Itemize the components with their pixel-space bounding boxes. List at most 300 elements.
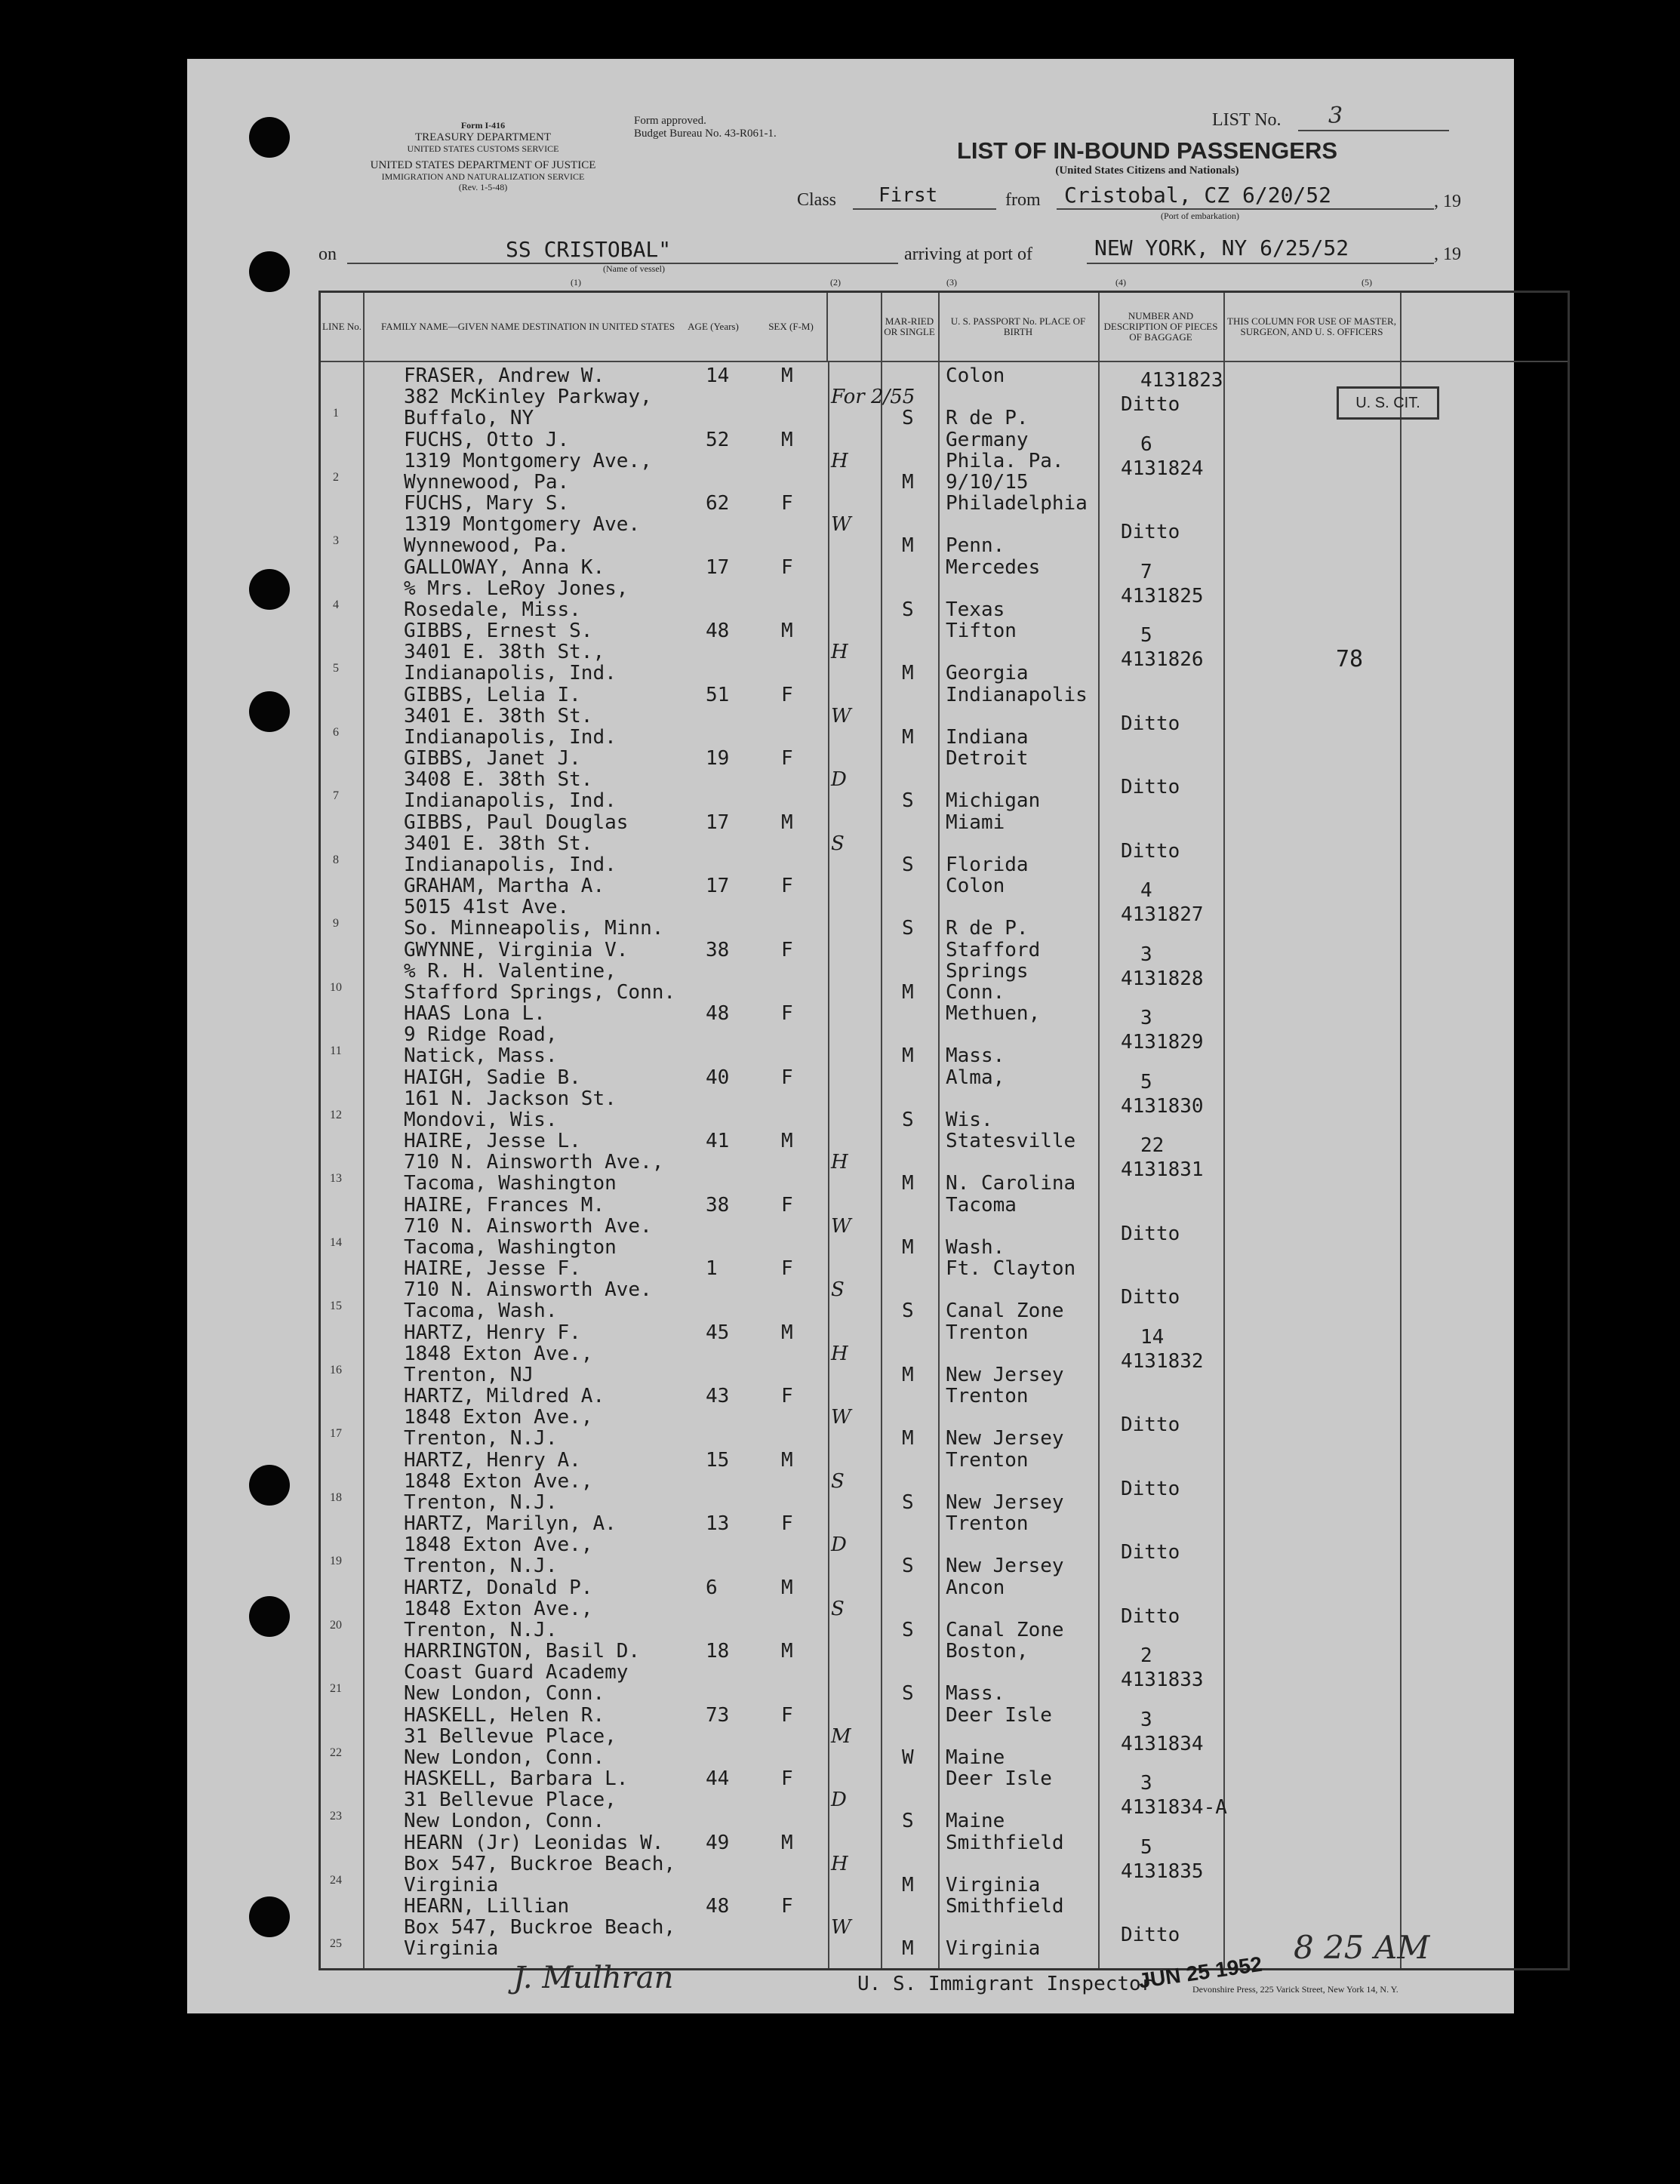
officer-bracket-line [1400,420,1402,1959]
marital-status: S [902,1300,914,1322]
age: 43 [706,1385,730,1407]
table-row [321,1640,1568,1703]
sex: M [781,620,793,642]
marital-status: S [902,789,914,812]
passenger-name: HARRINGTON, Basil D. [404,1640,641,1663]
punch-hole [249,1596,290,1637]
baggage-count: 4 [1140,879,1152,902]
from-label: from [1005,190,1041,210]
sex: F [781,1895,793,1918]
sex: M [781,1576,793,1599]
sex: F [781,747,793,770]
birthplace: Smithfield [946,1895,1064,1918]
destination-address: 3401 E. 38th St., [404,641,605,663]
arriving-label: arriving at port of [904,245,1032,264]
birthplace-state: Conn. [946,980,1005,1004]
table-row [321,1832,1568,1895]
baggage-count: 3 [1140,943,1152,966]
form-approval [634,115,860,141]
table-row [321,1194,1568,1257]
passenger-name: HAAS Lona L. [404,1002,546,1025]
sex: F [781,1193,793,1217]
marital-status: M [902,1427,914,1450]
birthplace-state: Maine [946,1746,1005,1769]
printer-credit: Devonshire Press, 225 Varick Street, New York 14, N. Y. [1192,1984,1398,1995]
baggage-tag: Ditto [1121,1222,1180,1245]
destination-city: Tacoma, Washington [404,1235,617,1259]
line-number: 10 [330,980,342,994]
inspector-mark: S [831,1597,845,1620]
baggage-tag: Ditto [1121,1604,1180,1628]
inspector-mark: D [831,768,847,791]
destination-city: New London, Conn. [404,1682,605,1705]
age: 17 [706,811,730,834]
baggage-tag: Ditto [1121,1924,1180,1946]
birthplace: Indianapolis [946,683,1088,706]
destination-city: Rosedale, Miss. [404,598,581,621]
baggage-tag: Ditto [1121,776,1180,798]
inspector-mark: W [831,704,851,727]
col-header-line: LINE No. [322,320,362,332]
birthplace: Ft. Clayton [946,1257,1076,1280]
marital-status: M [902,980,914,1004]
birthplace-state: Mass. [946,1044,1005,1067]
destination-city: Virginia [404,1873,499,1896]
baggage-tag: 4131830 [1121,1094,1204,1118]
birthplace-state: Virginia [946,1873,1041,1896]
marital-status: M [902,1235,914,1259]
form-approved: Form approved. [634,115,706,127]
line-number: 13 [330,1172,342,1185]
baggage-tag: 4131833 [1121,1669,1204,1691]
passenger-name: GALLOWAY, Anna K. [404,555,605,579]
table-row [321,1704,1568,1767]
birthplace-state: Canal Zone [946,1618,1064,1641]
inspector-mark: W [831,513,851,536]
punch-hole [249,691,290,732]
birthplace: Trenton [946,1385,1029,1407]
birthplace: Methuen, [946,1002,1041,1025]
marital-status: M [902,470,914,494]
table-row [321,939,1568,1002]
destination-city: Indianapolis, Ind. [404,662,617,684]
destination-city: Wynnewood, Pa. [404,534,570,557]
sex: M [781,1130,793,1152]
baggage-tag: 4131832 [1121,1349,1204,1373]
inspector-mark: H [831,641,848,663]
baggage-tag: 4131825 [1121,584,1204,608]
table-row [321,556,1568,620]
destination-address: 1848 Exton Ave., [404,1597,593,1620]
baggage-tag: 4131828 [1121,967,1204,990]
line-number: 14 [330,1235,342,1249]
birthplace-state: Michigan [946,789,1041,812]
class-label: Class [797,190,837,210]
destination-address: 710 N. Ainsworth Ave., [404,1151,664,1174]
birthplace-state: Mass. [946,1682,1005,1705]
form-agency-block [317,121,649,193]
destination-city: Trenton, N.J. [404,1427,558,1450]
inspector-mark: W [831,1214,851,1238]
year-suffix: , 19 [1434,192,1461,211]
budget-bureau: Budget Bureau No. 43-R061-1. [634,128,777,140]
col-header-married: MAR-RIED OR SINGLE [884,315,935,337]
line-number: 2 [333,470,339,484]
age: 41 [706,1130,730,1152]
line-number: 6 [333,725,339,739]
table-row [321,1576,1568,1640]
sex: M [781,1321,793,1344]
justice-dept: UNITED STATES DEPARTMENT OF JUSTICE [370,158,596,171]
from-line [1057,208,1434,210]
age: 14 [706,365,730,387]
marital-status: M [902,534,914,557]
line-number: 1 [333,407,339,420]
destination-address: Box 547, Buckroe Beach, [404,1852,676,1875]
sex: F [781,683,793,706]
form-number: Form I-416 [460,120,506,131]
age: 17 [706,875,730,897]
punch-hole [249,1896,290,1937]
line-number: 5 [333,662,339,675]
birthplace-state: R de P. [946,917,1029,940]
age: 1 [706,1257,718,1280]
page-title: LIST OF IN-BOUND PASSENGERS [956,137,1338,164]
table-row [321,1449,1568,1512]
table-row [321,1512,1568,1576]
line-number: 4 [333,598,339,611]
inspector-mark: S [831,1469,845,1493]
destination-city: Trenton, N.J. [404,1618,558,1641]
passenger-name: HAIRE, Jesse F. [404,1257,581,1280]
inspector-mark: H [831,1342,848,1365]
baggage-tag: 4131826 [1121,648,1204,671]
age: 38 [706,1193,730,1217]
baggage-tag: 4131834-A [1121,1796,1227,1819]
age: 51 [706,683,730,706]
marital-status: S [902,598,914,621]
baggage-tag: 4131835 [1121,1859,1204,1883]
table-row [321,1130,1568,1193]
sex: M [781,428,793,451]
destination-address: 3408 E. 38th St. [404,768,593,791]
destination-address: 1848 Exton Ave., [404,1533,593,1556]
birthplace: Colon [946,875,1005,897]
passenger-name: HEARN (Jr) Leonidas W. [404,1831,664,1854]
passenger-name: FRASER, Andrew W. [404,365,605,387]
line-number: 12 [330,1108,342,1121]
birthplace: Trenton [946,1321,1029,1344]
table-row [321,684,1568,747]
marital-status: W [902,1746,914,1769]
arriving-value: NEW YORK, NY 6/25/52 [1094,235,1349,260]
marital-status: S [902,1682,914,1705]
baggage-tag: 4131829 [1121,1031,1204,1054]
inspector-mark: D [831,1789,847,1811]
baggage-tag: 4131824 [1121,457,1204,480]
table-row [321,1066,1568,1130]
passenger-name: GIBBS, Janet J. [404,747,581,770]
birthplace-state: Penn. [946,534,1005,557]
column-index: (2) [830,277,841,288]
birthplace-state: Georgia [946,662,1029,684]
ins-service: IMMIGRATION AND NATURALIZATION SERVICE [381,171,585,183]
destination-address: 3401 E. 38th St. [404,832,593,855]
destination-city: Stafford Springs, Conn. [404,980,676,1004]
punch-hole [249,251,290,292]
birthplace-state: Maine [946,1810,1005,1832]
line-number: 20 [330,1618,342,1632]
marital-status: M [902,662,914,684]
age: 48 [706,620,730,642]
inspector-label: U. S. Immigrant Inspector [857,1973,1153,1995]
passenger-name: HAIRE, Frances M. [404,1193,605,1217]
arriving-line [1087,263,1434,264]
birthplace: Statesville [946,1130,1076,1152]
destination-city: Indianapolis, Ind. [404,853,617,876]
marital-status: S [902,407,914,429]
destination-city: New London, Conn. [404,1810,605,1832]
baggage-count: 14 [1140,1325,1165,1349]
sex: F [781,1767,793,1790]
column-index: (5) [1362,277,1372,288]
sex: F [781,1257,793,1280]
destination-city: Indianapolis, Ind. [404,789,617,812]
passenger-name: HASKELL, Barbara L. [404,1767,629,1790]
sex: F [781,875,793,897]
baggage-tag: Ditto [1121,393,1180,416]
baggage-count: 7 [1140,560,1152,583]
destination-city: Natick, Mass. [404,1044,558,1067]
inspector-mark: S [831,832,845,855]
marital-status: S [902,853,914,876]
baggage-tag: 4131834 [1121,1732,1204,1755]
passenger-name: GIBBS, Lelia I. [404,683,581,706]
birthplace: Detroit [946,747,1029,770]
officer-note: 78 [1336,646,1364,672]
birthplace: Deer Isle [946,1703,1052,1727]
baggage-count: 4131823 [1140,369,1223,392]
revision: (Rev. 1-5-48) [458,181,508,192]
vessel-caption: (Name of vessel) [603,263,665,274]
passenger-name: FUCHS, Otto J. [404,428,570,451]
from-value: Cristobal, CZ 6/20/52 [1064,183,1332,208]
line-number: 21 [330,1682,342,1695]
inspector-signature: J. Mulhran [513,1961,674,1995]
sex: F [781,1512,793,1535]
table-row [321,747,1568,811]
destination-address: 9 Ridge Road, [404,1023,558,1046]
destination-address: 1848 Exton Ave., [404,1406,593,1429]
year-suffix: , 19 [1434,245,1461,264]
sex: M [781,1448,793,1472]
birthplace-state: Indiana [946,725,1029,749]
table-row [321,1767,1568,1831]
table-row [321,1321,1568,1385]
inspector-mark: H [831,1151,848,1174]
passenger-name: GIBBS, Paul Douglas [404,811,629,834]
destination-address: 1848 Exton Ave., [404,1342,593,1365]
col-header-name: FAMILY NAME—GIVEN NAME DESTINATION IN UNITED STATES [381,320,675,332]
passenger-name: HARTZ, Donald P. [404,1576,593,1599]
birthplace: Stafford [946,938,1041,961]
sex: M [781,365,793,387]
birthplace-state: New Jersey [946,1363,1064,1386]
destination-address: 710 N. Ainsworth Ave. [404,1214,652,1238]
passenger-table [318,291,1570,1970]
passenger-name: FUCHS, Mary S. [404,492,570,515]
page-subtitle: (United States Citizens and Nationals) [1055,165,1239,177]
passenger-name: HAIRE, Jesse L. [404,1130,581,1152]
passenger-name: HEARN, Lillian [404,1895,570,1918]
destination-address: 382 McKinley Parkway, [404,386,652,408]
inspector-mark: D [831,1533,847,1556]
birthplace-state: N. Carolina [946,1172,1076,1195]
destination-address: 710 N. Ainsworth Ave. [404,1278,652,1301]
passenger-name: GWYNNE, Virginia V. [404,938,629,961]
baggage-count: 5 [1140,1835,1152,1859]
inspector-mark: For 2/55 [831,386,915,408]
destination-city: Trenton, NJ [404,1363,534,1386]
passenger-name: HAIGH, Sadie B. [404,1066,581,1089]
marital-status: S [902,1618,914,1641]
baggage-tag: Ditto [1121,1413,1180,1436]
marital-status: S [902,1108,914,1131]
marital-status: M [902,1172,914,1195]
birthplace: Mercedes [946,555,1041,579]
destination-city: Buffalo, NY [404,407,534,429]
line-number: 16 [330,1363,342,1377]
baggage-tag: Ditto [1121,521,1180,543]
marital-status: M [902,1873,914,1896]
line-number: 7 [333,789,339,802]
birthplace: Trenton [946,1448,1029,1472]
baggage-tag: Ditto [1121,1286,1180,1309]
inspector-mark: W [831,1406,851,1429]
list-no-line [1298,130,1449,131]
line-number: 17 [330,1427,342,1440]
destination-address: 1319 Montgomery Ave. [404,513,641,536]
birthplace-state: Wash. [946,1235,1005,1259]
age: 6 [706,1576,718,1599]
destination-city: So. Minneapolis, Minn. [404,917,664,940]
destination-city: Tacoma, Washington [404,1172,617,1195]
destination-address: 1319 Montgomery Ave., [404,449,652,472]
destination-city: Trenton, N.J. [404,1490,558,1514]
line-number: 11 [330,1044,342,1057]
date-stamp: JUN 25 1952 [1137,1952,1264,1993]
birthplace-state: New Jersey [946,1427,1064,1450]
on-label: on [318,245,337,264]
age: 15 [706,1448,730,1472]
birthplace: Boston, [946,1640,1029,1663]
time-stamp: 8 25 AM [1294,1929,1430,1966]
inspector-mark: H [831,1852,848,1875]
destination-address: 1848 Exton Ave., [404,1469,593,1493]
line-number: 24 [330,1873,342,1887]
passenger-name: GRAHAM, Martha A. [404,875,605,897]
birthplace-state: 9/10/15 [946,470,1029,494]
age: 17 [706,555,730,579]
table-row [321,875,1568,938]
passenger-name: HARTZ, Henry F. [404,1321,581,1344]
line-number: 3 [333,534,339,547]
table-row [321,429,1568,492]
sex: F [781,1066,793,1089]
baggage-tag: Ditto [1121,1541,1180,1564]
line-number: 22 [330,1746,342,1759]
age: 44 [706,1767,730,1790]
col-header-officers: THIS COLUMN FOR USE OF MASTER, SURGEON, AND U. S. OFFICERS [1227,315,1396,337]
birthplace-state: Virginia [946,1937,1041,1960]
line-number: 23 [330,1810,342,1823]
destination-city: Trenton, N.J. [404,1555,558,1577]
marital-status: S [902,1810,914,1832]
vessel-name: SS CRISTOBAL" [506,237,672,262]
marital-status: S [902,1555,914,1577]
port-embark-caption: (Port of embarkation) [1161,211,1239,221]
marital-status: M [902,725,914,749]
destination-city: Tacoma, Wash. [404,1300,558,1322]
table-row [321,620,1568,683]
birthplace-state: New Jersey [946,1555,1064,1577]
destination-address: 31 Bellevue Place, [404,1724,617,1748]
age: 19 [706,747,730,770]
line-number: 9 [333,917,339,930]
punch-hole [249,569,290,610]
sex: F [781,1002,793,1025]
birthplace: Colon [946,365,1005,387]
line-number: 25 [330,1937,342,1950]
age: 45 [706,1321,730,1344]
treasury-dept: TREASURY DEPARTMENT [414,131,552,143]
sex: M [781,811,793,834]
birthplace-state: Texas [946,598,1005,621]
line-number: 19 [330,1555,342,1567]
birthplace-state: Wis. [946,1108,993,1131]
baggage-count: 22 [1140,1134,1165,1157]
line-number: 8 [333,853,339,866]
destination-address: % Mrs. LeRoy Jones, [404,577,629,600]
baggage-tag: 4131827 [1121,903,1204,926]
passenger-name: HASKELL, Helen R. [404,1703,605,1727]
table-row [321,1385,1568,1448]
list-no-value: 3 [1328,103,1343,129]
list-no-label: LIST No. [1212,110,1282,130]
column-index: (1) [571,277,581,288]
inspector-mark: M [831,1724,851,1748]
age: 52 [706,428,730,451]
baggage-count: 3 [1140,1708,1152,1731]
passenger-name: HARTZ, Mildred A. [404,1385,605,1407]
destination-address: 3401 E. 38th St. [404,704,593,727]
passenger-name: GIBBS, Ernest S. [404,620,593,642]
destination-city: New London, Conn. [404,1746,605,1769]
birthplace: Miami [946,811,1005,834]
baggage-count: 2 [1140,1644,1152,1667]
punch-hole [249,117,290,158]
column-index: (4) [1115,277,1126,288]
marital-status: M [902,1363,914,1386]
destination-address: Coast Guard Academy [404,1661,629,1684]
sex: M [781,1640,793,1663]
birthplace: Ancon [946,1576,1005,1599]
destination-city: Wynnewood, Pa. [404,470,570,494]
col-header-age: AGE (Years) [688,320,739,332]
age: 48 [706,1895,730,1918]
destination-address: 31 Bellevue Place, [404,1789,617,1811]
baggage-tag: Ditto [1121,839,1180,863]
